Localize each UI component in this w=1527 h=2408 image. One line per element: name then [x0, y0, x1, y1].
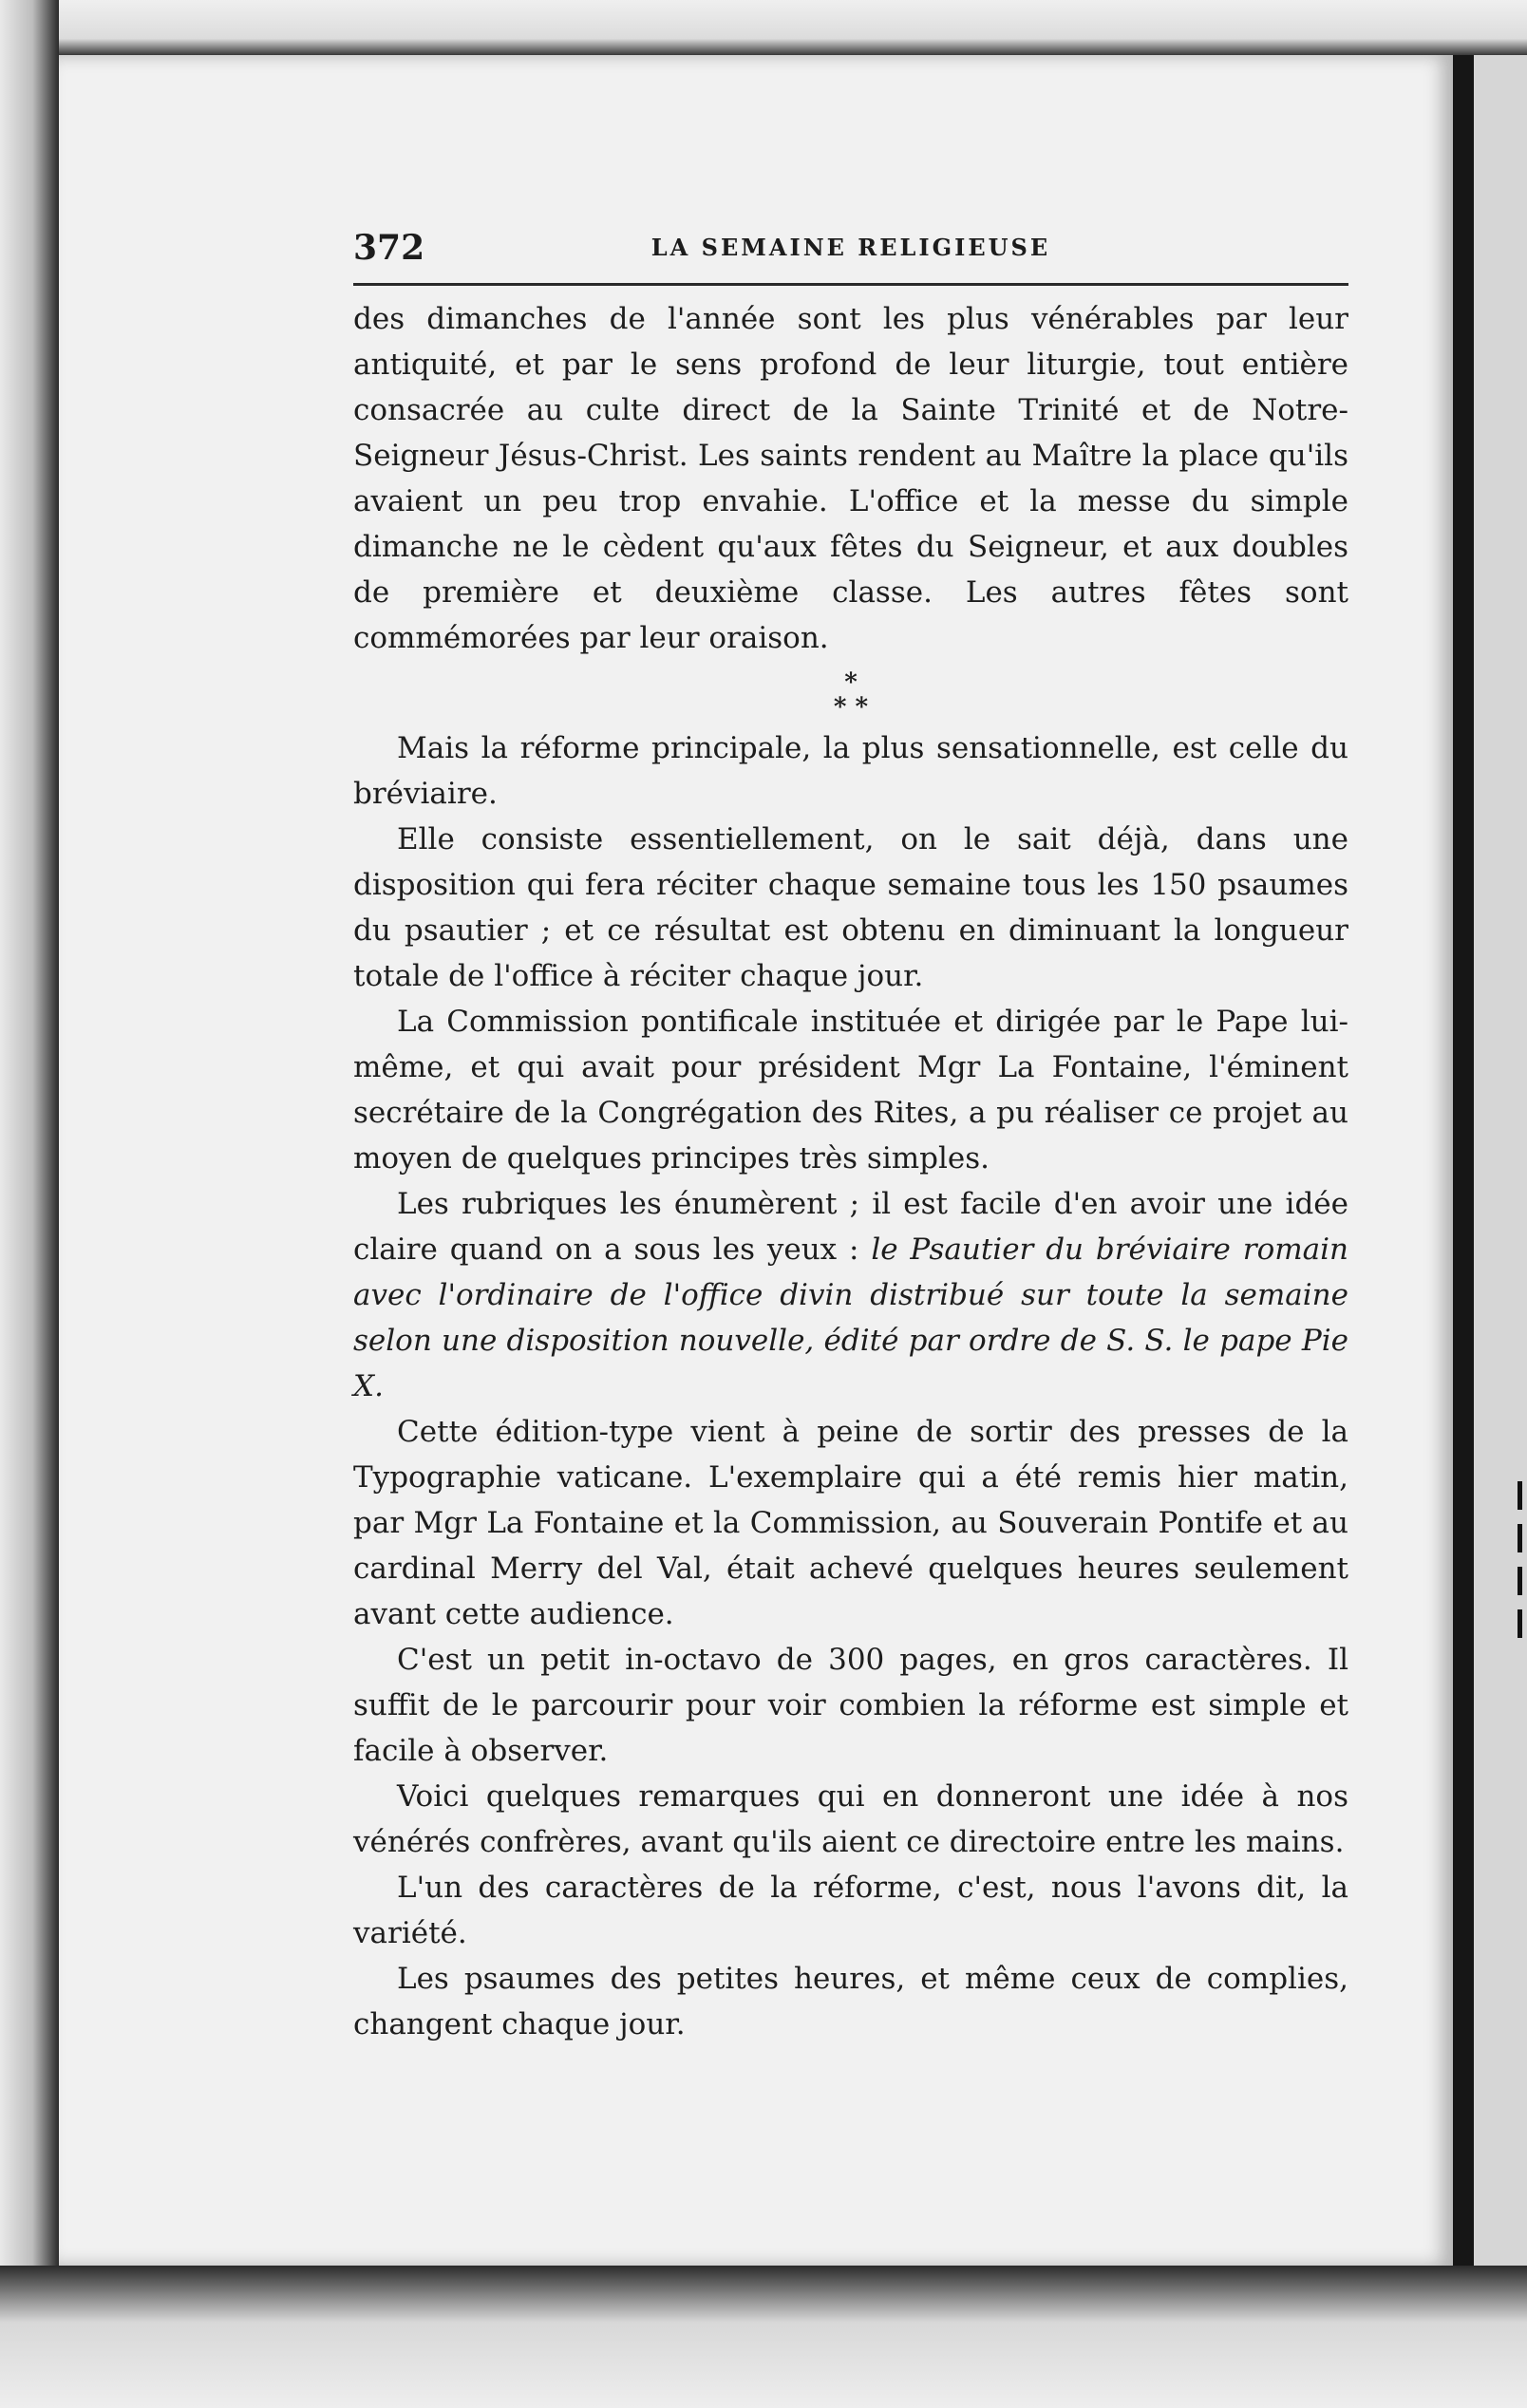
header-rule — [353, 283, 1348, 286]
scan-bottom-margin — [0, 2266, 1527, 2408]
adjacent-page-mark — [1518, 1524, 1522, 1552]
page-number: 372 — [353, 228, 425, 268]
adjacent-page-mark — [1518, 1481, 1522, 1510]
adjacent-page-mark — [1518, 1567, 1522, 1595]
article-body — [353, 296, 1348, 2047]
paragraph: Voici quelques remarques qui en donneront une idée à nos vénérés confrères, avant qu'ils aient ce directoire entre les mains. — [353, 1779, 1348, 1859]
page-header — [353, 228, 1348, 277]
book-title-italic: le Psautier du bréviaire romain avec l'ordinaire de l'office divin distribué sur toute la semaine selon une disposition nouvelle, édité par ordre de S. S. le pape Pie X. — [353, 1232, 1348, 1403]
paragraph: Cette édition-type vient à peine de sortir des presses de la Typographie vaticane. L'exemplaire qui a été remis hier matin, par Mgr La Fontaine et la Commission, au Souverain Pontife et au cardinal Merry del Val, était achevé quelques heures seulement avant cette audience. — [353, 1415, 1348, 1631]
paragraph-continued: des dimanches de l'année sont les plus vénérables par leur antiquité, et par le sens profond de leur liturgie, tout entière consacrée au culte direct de la Sainte Trinité et de Notre-Seigneur Jésus-Christ. Les saints rendent au Maître la place qu'ils avaient un peu trop envahie. L'office et la messe du simple dimanche ne le cèdent qu'aux fêtes du Seigneur, et aux doubles de première et deuxième classe. Les autres fêtes sont commémorées par leur oraison. — [353, 302, 1348, 655]
paragraph: Les psaumes des petites heures, et même ceux de complies, changent chaque jour. — [353, 1962, 1348, 2041]
running-title: LA SEMAINE RELIGIEUSE — [650, 234, 1051, 261]
paragraph: La Commission pontificale instituée et dirigée par le Pape lui-même, et qui avait pour président Mgr La Fontaine, l'éminent secrétaire de la Congrégation des Rites, a pu réaliser ce projet au moyen de quelques principes très simples. — [353, 1005, 1348, 1176]
scan-top-margin — [0, 0, 1527, 55]
adjacent-page-edge — [1474, 55, 1527, 2267]
paragraph: Mais la réforme principale, la plus sensationnelle, est celle du bréviaire. — [353, 731, 1348, 811]
paragraph: L'un des caractères de la réforme, c'est, nous l'avons dit, la variété. — [353, 1871, 1348, 1950]
adjacent-page-mark — [1518, 1609, 1522, 1638]
paragraph-text: Les rubriques les énumèrent ; il est facile d'en avoir une idée claire quand on a sous les yeux : — [353, 1187, 1348, 1267]
scan-left-margin — [0, 0, 59, 2408]
paragraph: Elle consiste essentiellement, on le sait déjà, dans une disposition qui fera réciter chaque semaine tous les 150 psaumes du psautier ; et ce résultat est obtenu en diminuant la longueur totale de l'office à réciter chaque jour. — [353, 822, 1348, 993]
paragraph: C'est un petit in-octavo de 300 pages, en gros caractères. Il suffit de le parcourir pour voir combien la réforme est simple et facile à observer. — [353, 1643, 1348, 1768]
section-break-asterism: * * * — [833, 668, 869, 722]
paragraph-with-title — [353, 1181, 1348, 1409]
